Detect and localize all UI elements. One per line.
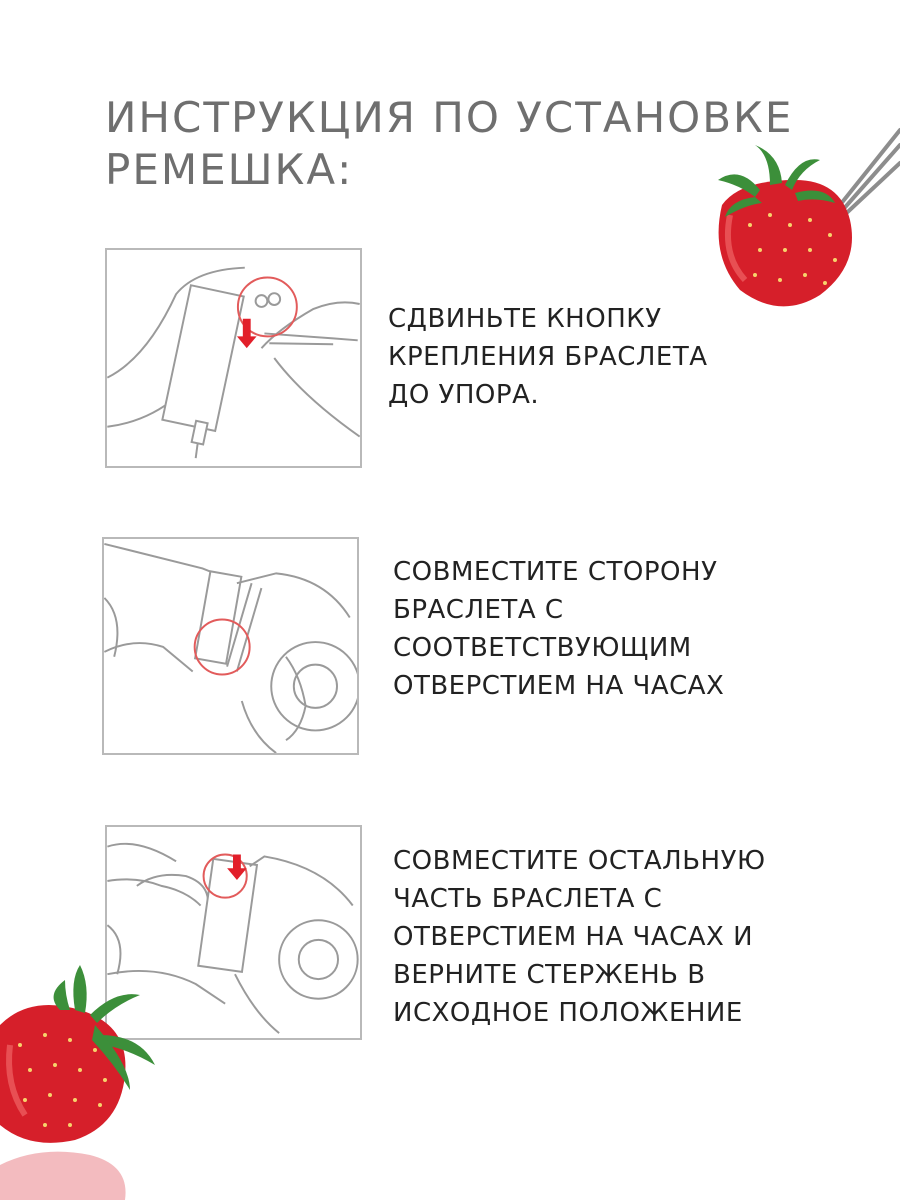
step-1-line-1: СДВИНЬТЕ КНОПКУ: [388, 304, 662, 334]
step-1-line-2: КРЕПЛЕНИЯ БРАСЛЕТА: [388, 342, 708, 372]
strawberry-icon: [0, 965, 165, 1200]
step-3-line-1: СОВМЕСТИТЕ ОСТАЛЬНУЮ: [393, 846, 766, 876]
step-1-text: [388, 300, 708, 414]
page-title: [105, 92, 793, 196]
step-2-line-1: СОВМЕСТИТЕ СТОРОНУ: [393, 557, 718, 587]
align-strap-icon: [104, 539, 357, 753]
step-3-line-4: ВЕРНИТЕ СТЕРЖЕНЬ В: [393, 960, 706, 990]
step-1-line-3: ДО УПОРА.: [388, 380, 540, 410]
step-1-illustration: [105, 248, 362, 468]
page-title-line-1: ИНСТРУКЦИЯ ПО УСТАНОВКЕ: [105, 93, 794, 142]
step-3-text: [393, 842, 766, 1032]
step-2-text: [393, 553, 724, 705]
step-2-line-2: БРАСЛЕТА С: [393, 595, 564, 625]
step-3-line-3: ОТВЕРСТИЕМ НА ЧАСАХ И: [393, 922, 754, 952]
step-2-line-3: СООТВЕТСТВУЮЩИМ: [393, 633, 692, 663]
strawberry-fork-icon: [700, 125, 900, 315]
push-pin-icon: [107, 250, 360, 466]
page-title-line-2: РЕМЕШКА:: [105, 145, 354, 194]
step-3-line-5: ИСХОДНОЕ ПОЛОЖЕНИЕ: [393, 998, 743, 1028]
step-2-line-4: ОТВЕРСТИЕМ НА ЧАСАХ: [393, 671, 725, 701]
step-3-line-2: ЧАСТЬ БРАСЛЕТА С: [393, 884, 663, 914]
step-2-illustration: [102, 537, 359, 755]
